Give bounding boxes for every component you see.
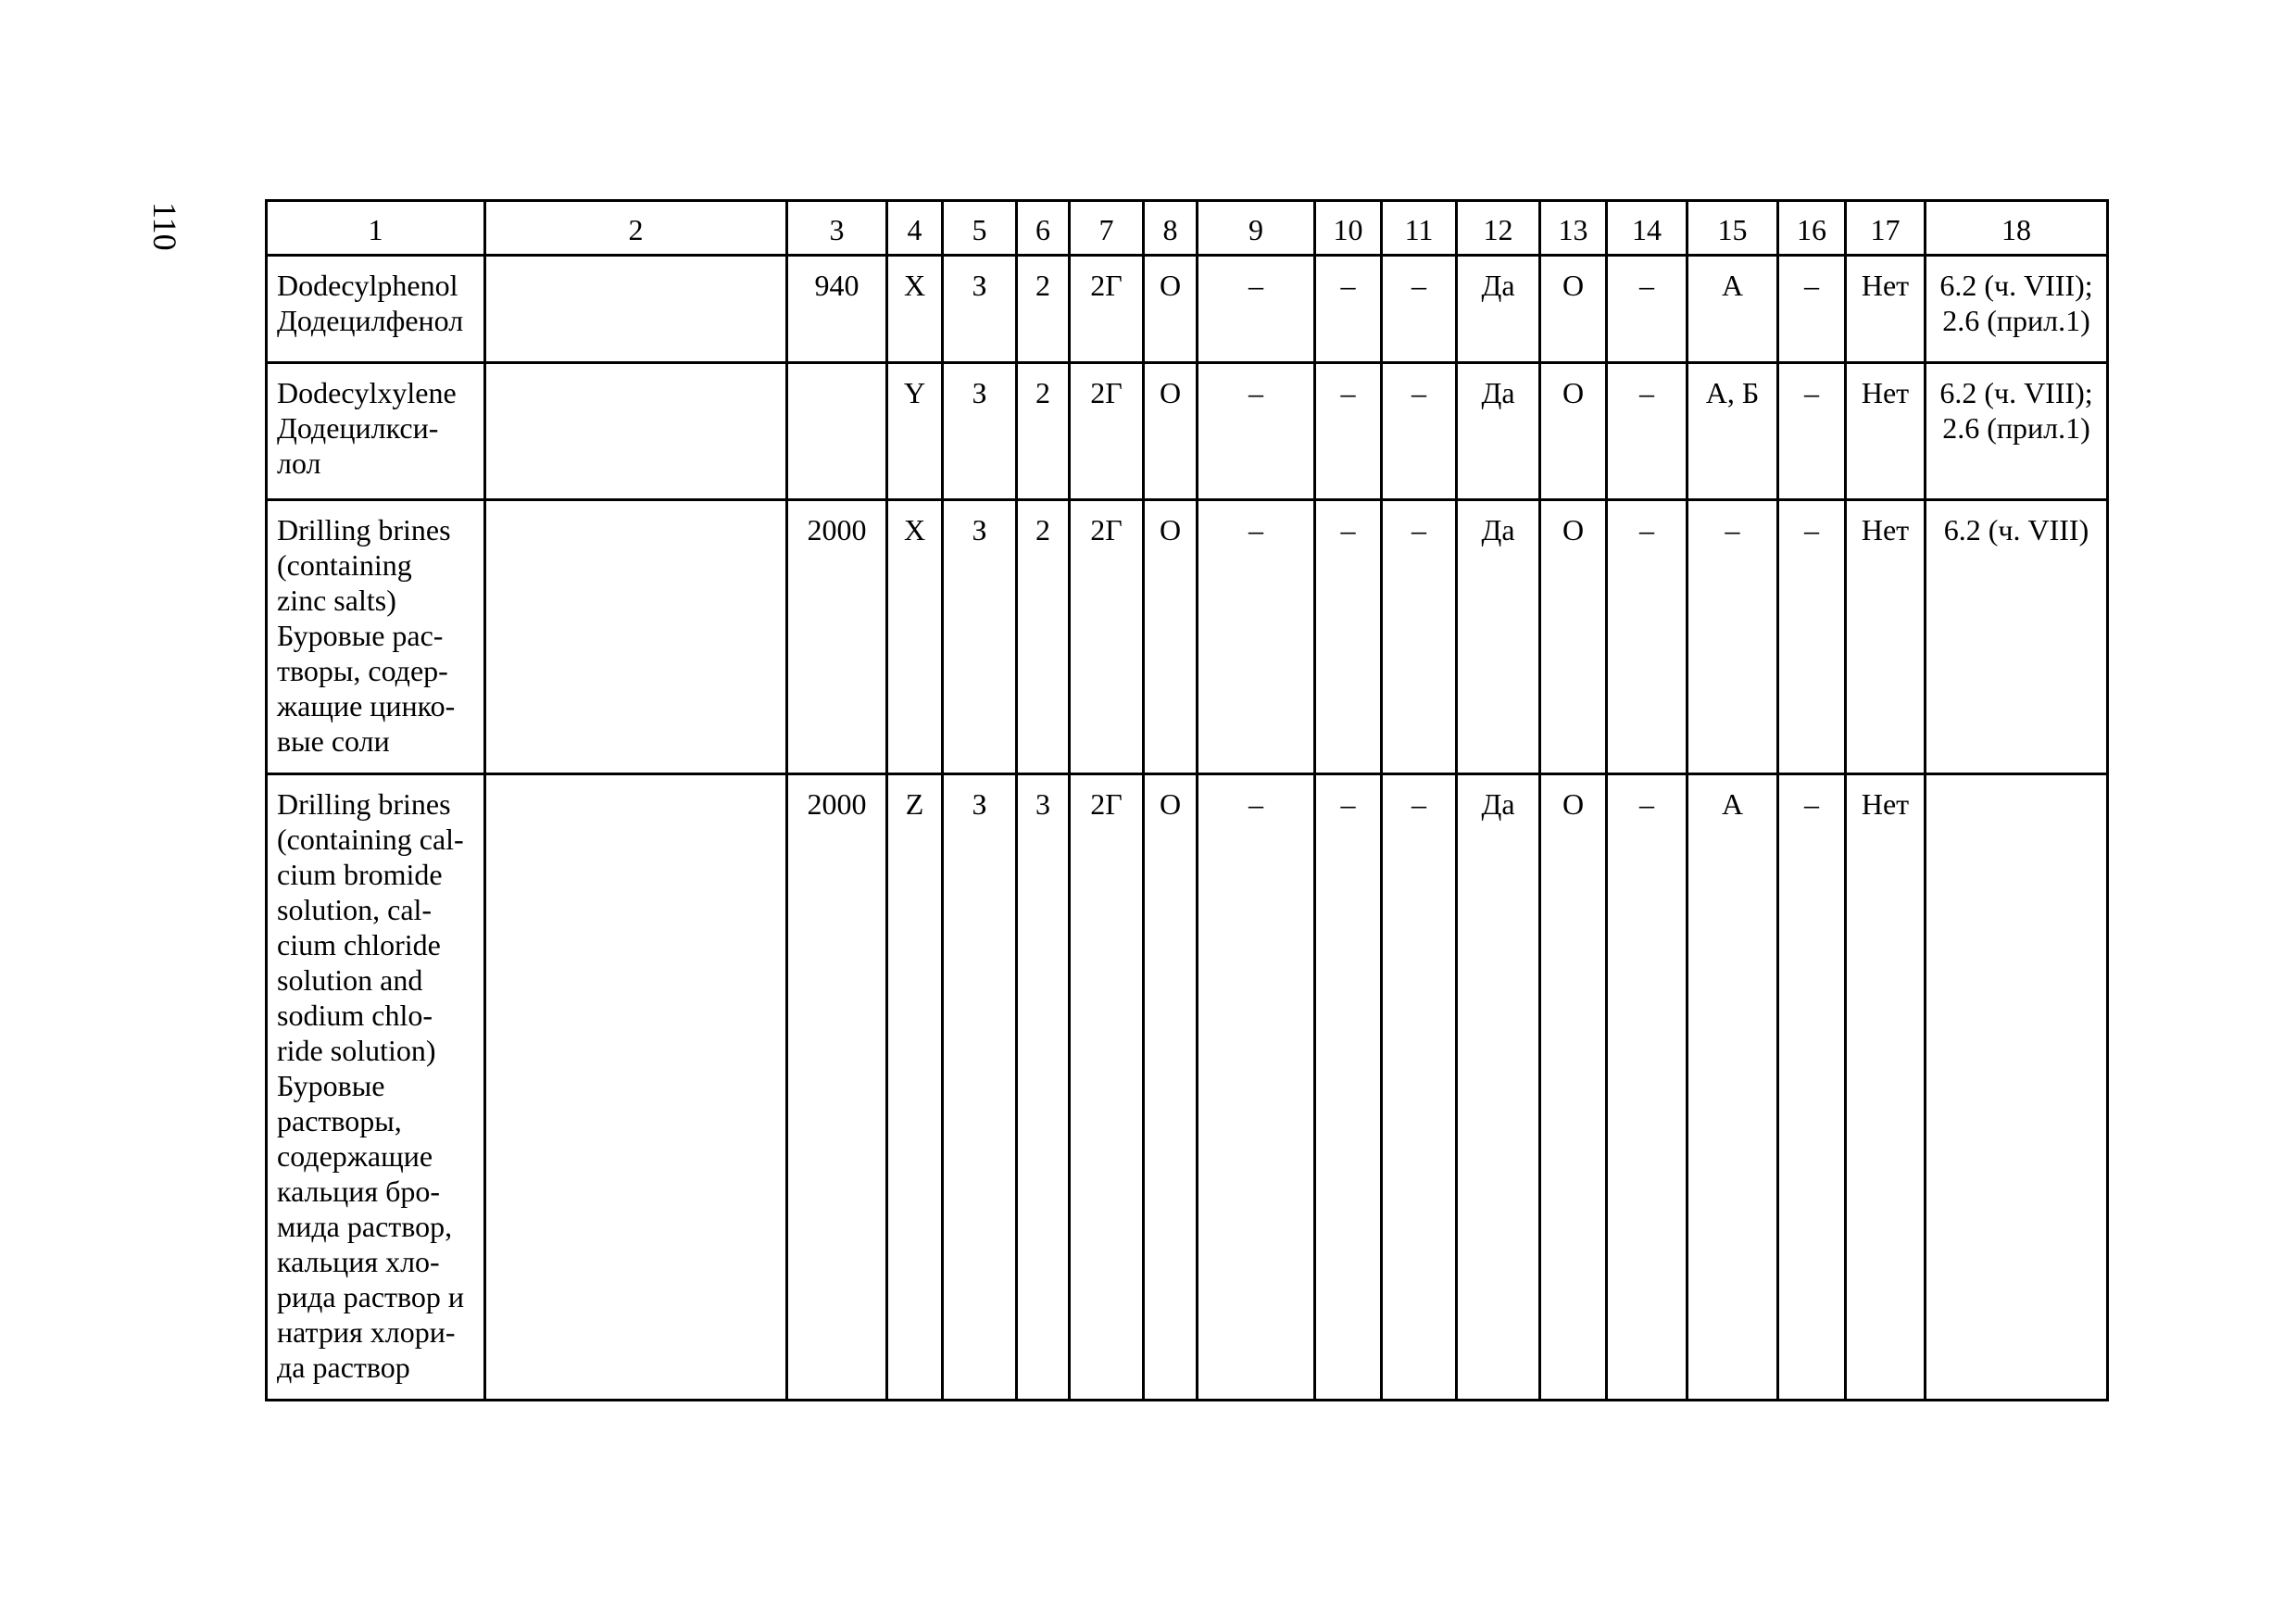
table-cell: Y	[887, 363, 943, 500]
table-cell: –	[1198, 363, 1315, 500]
name-line: Drilling brines	[277, 787, 451, 821]
table-cell: О	[1540, 256, 1607, 363]
table-cell: –	[1778, 256, 1846, 363]
table-cell: 2	[1017, 363, 1070, 500]
column-header: 5	[943, 201, 1017, 256]
table-cell: О	[1144, 774, 1198, 1401]
table-cell: –	[1687, 500, 1778, 774]
table-row	[267, 500, 2108, 774]
table-cell: 940	[787, 256, 887, 363]
table-cell: О	[1144, 363, 1198, 500]
table-cell: 2Г	[1070, 363, 1144, 500]
table-cell: –	[1382, 256, 1457, 363]
table-cell: –	[1198, 256, 1315, 363]
table-cell: Да	[1457, 500, 1540, 774]
column-header: 9	[1198, 201, 1315, 256]
substance-name-cell	[267, 774, 485, 1401]
column-header: 13	[1540, 201, 1607, 256]
name-line: растворы,	[277, 1104, 402, 1137]
reference-cell	[1926, 774, 2108, 1401]
reference-line: 2.6 (прил.1)	[1942, 411, 2090, 445]
name-line: cium chloride	[277, 928, 441, 961]
name-line: ride solution)	[277, 1034, 436, 1067]
table-cell	[485, 363, 787, 500]
table-cell: Да	[1457, 256, 1540, 363]
name-line: (containing	[277, 548, 412, 582]
name-line: рида раствор и	[277, 1280, 465, 1313]
name-line: Drilling brines	[277, 513, 451, 547]
table-row	[267, 256, 2108, 363]
reference-line: 6.2 (ч. VIII);	[1939, 376, 2093, 409]
table-cell: О	[1540, 774, 1607, 1401]
table-cell: З	[943, 256, 1017, 363]
name-line: творы, содер-	[277, 654, 448, 687]
substance-name-cell	[267, 256, 485, 363]
table-cell: Z	[887, 774, 943, 1401]
column-header: 12	[1457, 201, 1540, 256]
name-line: лол	[277, 446, 321, 480]
column-header: 1	[267, 201, 485, 256]
table-cell: О	[1144, 256, 1198, 363]
table-cell: X	[887, 500, 943, 774]
name-line: жащие цинко-	[277, 689, 456, 723]
table-cell: Нет	[1846, 256, 1926, 363]
table-cell: 2	[1017, 256, 1070, 363]
table-cell: Да	[1457, 363, 1540, 500]
table-cell: –	[1315, 256, 1382, 363]
table-cell	[485, 774, 787, 1401]
table-cell: Нет	[1846, 363, 1926, 500]
reference-line: 6.2 (ч. VIII);	[1939, 269, 2093, 302]
name-line: solution, cal-	[277, 893, 433, 926]
name-line: кальция бро-	[277, 1175, 441, 1208]
name-line: (containing cal-	[277, 823, 464, 856]
reference-cell	[1926, 500, 2108, 774]
table-cell: О	[1540, 500, 1607, 774]
table-cell: А	[1687, 256, 1778, 363]
name-line: Буровые рас-	[277, 619, 444, 652]
table-cell	[485, 256, 787, 363]
table-cell	[485, 500, 787, 774]
table-cell: О	[1144, 500, 1198, 774]
column-header: 2	[485, 201, 787, 256]
name-line: Dodecylxylene	[277, 376, 457, 409]
column-header: 10	[1315, 201, 1382, 256]
table-cell: –	[1607, 363, 1687, 500]
page-number: 110	[146, 202, 183, 251]
substance-name-cell	[267, 500, 485, 774]
table-cell: О	[1540, 363, 1607, 500]
column-header: 15	[1687, 201, 1778, 256]
cargo-table	[265, 199, 2109, 1401]
table-cell: З	[943, 500, 1017, 774]
name-line: cium bromide	[277, 858, 443, 891]
table-cell: –	[1778, 774, 1846, 1401]
table-row	[267, 363, 2108, 500]
table-cell	[787, 363, 887, 500]
table-cell: 2	[1017, 500, 1070, 774]
table-cell: –	[1382, 363, 1457, 500]
column-header: 8	[1144, 201, 1198, 256]
table-cell: А	[1687, 774, 1778, 1401]
table-cell: 2000	[787, 774, 887, 1401]
name-line: sodium chlo-	[277, 999, 433, 1032]
table-cell: Нет	[1846, 774, 1926, 1401]
name-line: Буровые	[277, 1069, 385, 1102]
table-cell: 2Г	[1070, 256, 1144, 363]
table-cell: –	[1382, 774, 1457, 1401]
name-line: solution and	[277, 963, 423, 997]
name-line: Додецилфенол	[277, 304, 464, 337]
table-cell: 2Г	[1070, 500, 1144, 774]
reference-line: 2.6 (прил.1)	[1942, 304, 2090, 337]
name-line: Dodecylphenol	[277, 269, 458, 302]
table-cell: X	[887, 256, 943, 363]
name-line: да раствор	[277, 1351, 410, 1384]
table-cell: –	[1198, 500, 1315, 774]
table-cell: З	[943, 363, 1017, 500]
substance-name-cell	[267, 363, 485, 500]
table-cell: 2Г	[1070, 774, 1144, 1401]
table-cell: З	[943, 774, 1017, 1401]
reference-line: 6.2 (ч. VIII)	[1943, 513, 2089, 547]
column-header: 11	[1382, 201, 1457, 256]
name-line: zinc salts)	[277, 584, 396, 617]
table-cell: –	[1607, 500, 1687, 774]
table-cell: –	[1778, 363, 1846, 500]
column-header: 6	[1017, 201, 1070, 256]
table-cell: –	[1382, 500, 1457, 774]
table-cell: А, Б	[1687, 363, 1778, 500]
reference-cell	[1926, 363, 2108, 500]
header-row	[267, 201, 2108, 256]
table-cell: –	[1607, 256, 1687, 363]
name-line: мида раствор,	[277, 1210, 453, 1243]
name-line: содержащие	[277, 1139, 433, 1173]
table-cell: Нет	[1846, 500, 1926, 774]
column-header: 18	[1926, 201, 2108, 256]
column-header: 3	[787, 201, 887, 256]
column-header: 7	[1070, 201, 1144, 256]
table-row	[267, 774, 2108, 1401]
table-cell: Да	[1457, 774, 1540, 1401]
table-cell: –	[1315, 500, 1382, 774]
column-header: 4	[887, 201, 943, 256]
column-header: 14	[1607, 201, 1687, 256]
table-cell: –	[1778, 500, 1846, 774]
table-cell: –	[1315, 774, 1382, 1401]
name-line: кальция хло-	[277, 1245, 440, 1278]
name-line: натрия хлори-	[277, 1315, 456, 1349]
table-cell: 3	[1017, 774, 1070, 1401]
table-cell: –	[1198, 774, 1315, 1401]
table-cell: –	[1607, 774, 1687, 1401]
name-line: Додецилкси-	[277, 411, 439, 445]
table-cell: 2000	[787, 500, 887, 774]
table-cell: –	[1315, 363, 1382, 500]
reference-cell	[1926, 256, 2108, 363]
column-header: 16	[1778, 201, 1846, 256]
name-line: вые соли	[277, 724, 390, 758]
column-header: 17	[1846, 201, 1926, 256]
